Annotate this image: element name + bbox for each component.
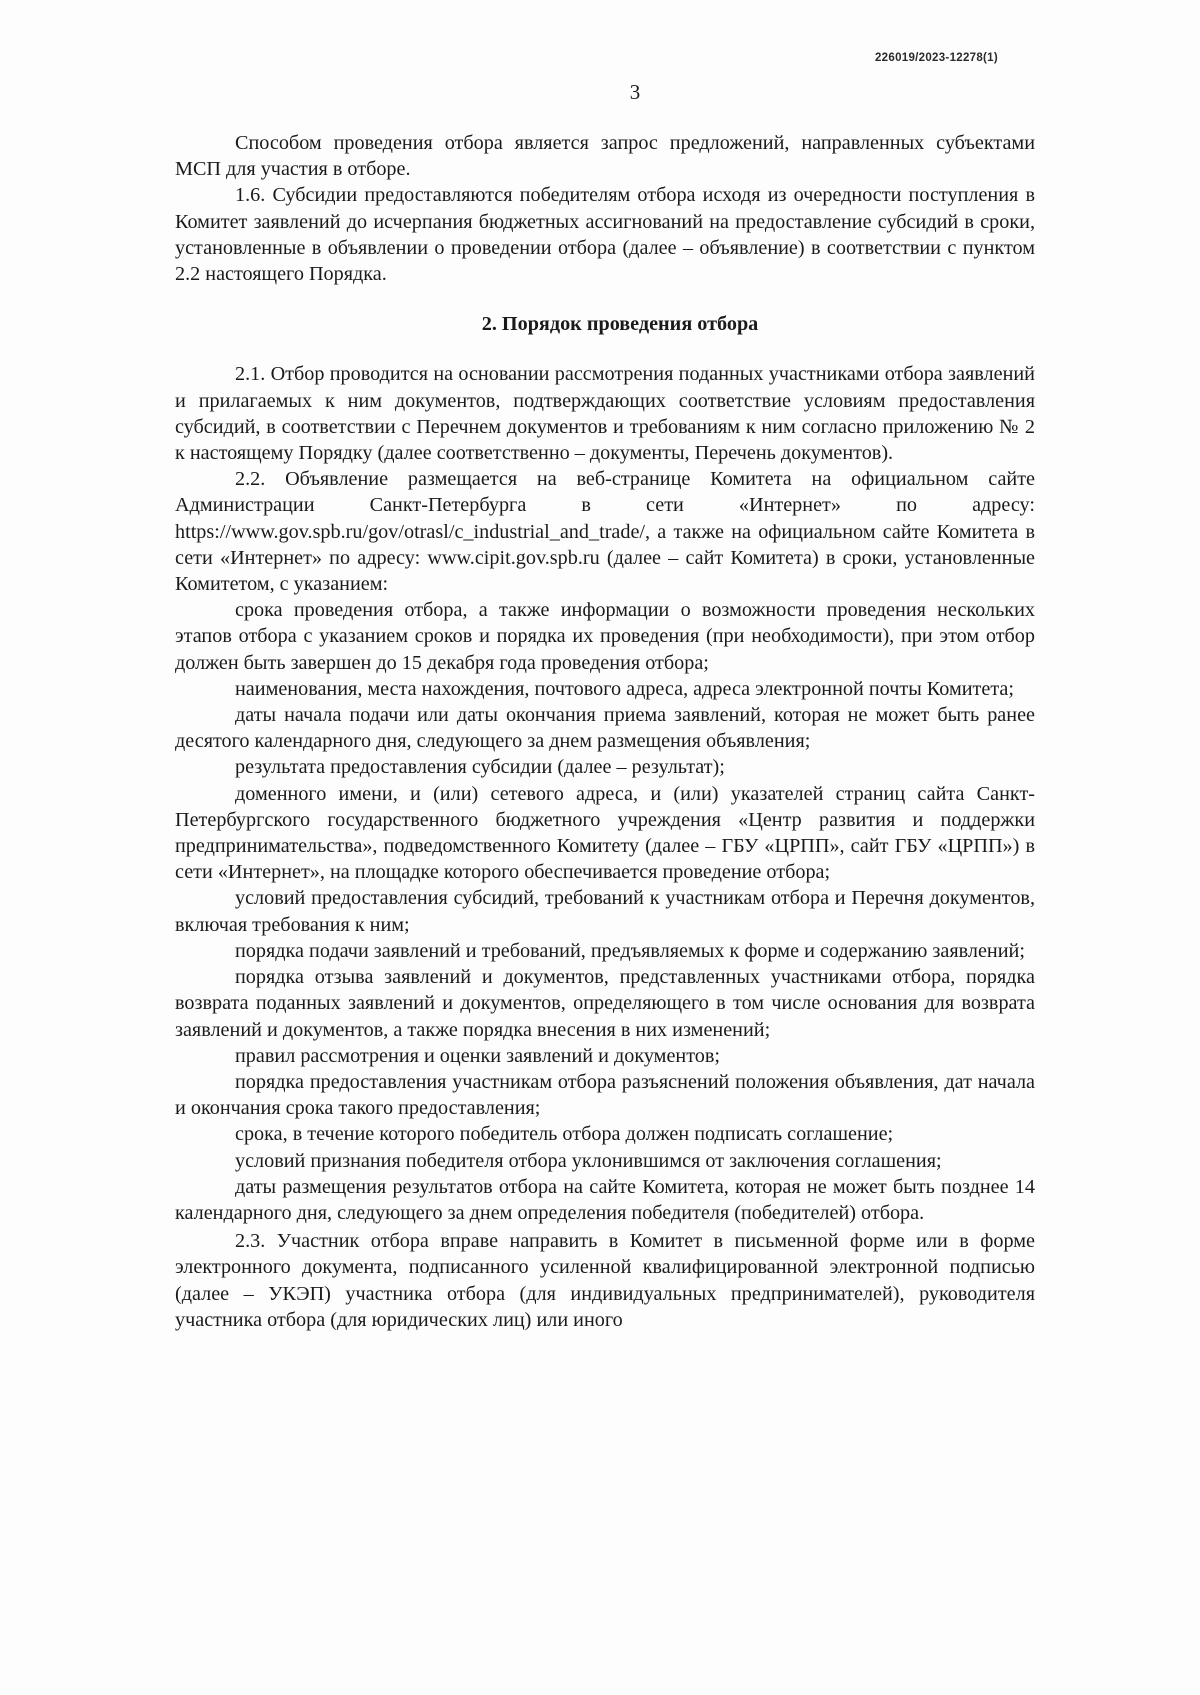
paragraph-2-1: 2.1. Отбор проводится на основании рассмотрения поданных участниками отбора заявлений и прилагаемых к ним документов, подтверждающих соответствие условиям предоставления субсидий, в соответствии с Перечнем документов и требованиям к ним согласно приложению № 2 к настоящему Порядку (далее соответственно – документы, Перечень документов). — [175, 363, 1035, 465]
list-item: доменного имени, и (или) сетевого адреса, и (или) указателей страниц сайта Санкт-Петербургского государственного бюджетного учреждения «Центр развития и поддержки предпринимательства», подведомственного Комитету (далее – ГБУ «ЦРПП», сайт ГБУ «ЦРПП») в сети «Интернет», на площадке которого обеспечивается проведение отбора; — [175, 782, 1035, 884]
list-item: срока, в течение которого победитель отбора должен подписать соглашение; — [235, 1123, 894, 1146]
list-item: правил рассмотрения и оценки заявлений и документов; — [235, 1044, 720, 1067]
section-title: 2. Порядок проведения отбора — [481, 313, 759, 336]
list-item: порядка предоставления участникам отбора разъяснений положения объявления, дат начала и окончания срока такого предоставления; — [175, 1070, 1035, 1120]
paragraph-1-6: 1.6. Субсидии предоставляются победителям отбора исходя из очередности поступления в Комитет заявлений до исчерпания бюджетных ассигнований на предоставление субсидий в сроки, установленные в объявлении о проведении отбора (далее – объявление) в соответствии с пунктом 2.2 настоящего Порядка. — [175, 184, 1035, 286]
page-number: 3 — [629, 80, 641, 104]
list-item: срока проведения отбора, а также информации о возможности проведения нескольких этапов отбора с указанием сроков и порядка их проведения (при необходимости), при этом отбор должен быть завершен до 15 декабря года проведения отбора; — [175, 599, 1035, 674]
list-item: порядка подачи заявлений и требований, предъявляемых к форме и содержанию заявлений; — [235, 939, 1025, 962]
list-item: результата предоставления субсидии (далее – результат); — [235, 756, 725, 779]
list-item: условий предоставления субсидий, требований к участникам отбора и Перечня документов, включая требования к ним; — [175, 887, 1035, 936]
list-item: даты начала подачи или даты окончания приема заявлений, которая не может быть ранее десятого календарного дня, следующего за днем размещения объявления; — [175, 704, 1035, 753]
paragraph-method: Способом проведения отбора является запрос предложений, направленных субъектами МСП для участия в отборе. — [175, 132, 1035, 181]
document-id: 226019/2023-12278(1) — [874, 52, 998, 64]
list-item: порядка отзыва заявлений и документов, представленных участниками отбора, порядка возврата поданных заявлений и документов, определяющего в том числе основания для возврата заявлений и документов, а также порядка внесения в них изменений; — [175, 966, 1035, 1041]
paragraph-2-2: 2.2. Объявление размещается на веб-странице Комитета на официальном сайте Администрации Санкт-Петербурга в сети «Интернет» по адресу: https://www.gov.spb.ru/gov/otrasl/c_industrial_and_trade/, а также на официальном сайте Комитета в сети «Интернет» по адресу: www.cipit.gov.spb.ru (далее – сайт Комитета) в сроки, установленные Комитетом, с указанием: — [175, 468, 1035, 596]
list-item: наименования, места нахождения, почтового адреса, адреса электронной почты Комитета; — [235, 677, 1014, 700]
list-item: даты размещения результатов отбора на сайте Комитета, которая не может быть позднее 14 календарного дня, следующего за днем определения победителя (победителей) отбора. — [175, 1175, 1035, 1224]
document-body — [175, 130, 1035, 1333]
paragraph-2-3: 2.3. Участник отбора вправе направить в Комитет в письменной форме или в форме электронного документа, подписанного усиленной квалифицированной электронной подписью (далее – УКЭП) участника отбора (для индивидуальных предпринимателей), руководителя участника отбора (для юридических лиц) или иного — [175, 1230, 1035, 1331]
list-item: условий признания победителя отбора уклонившимся от заключения соглашения; — [235, 1149, 942, 1172]
